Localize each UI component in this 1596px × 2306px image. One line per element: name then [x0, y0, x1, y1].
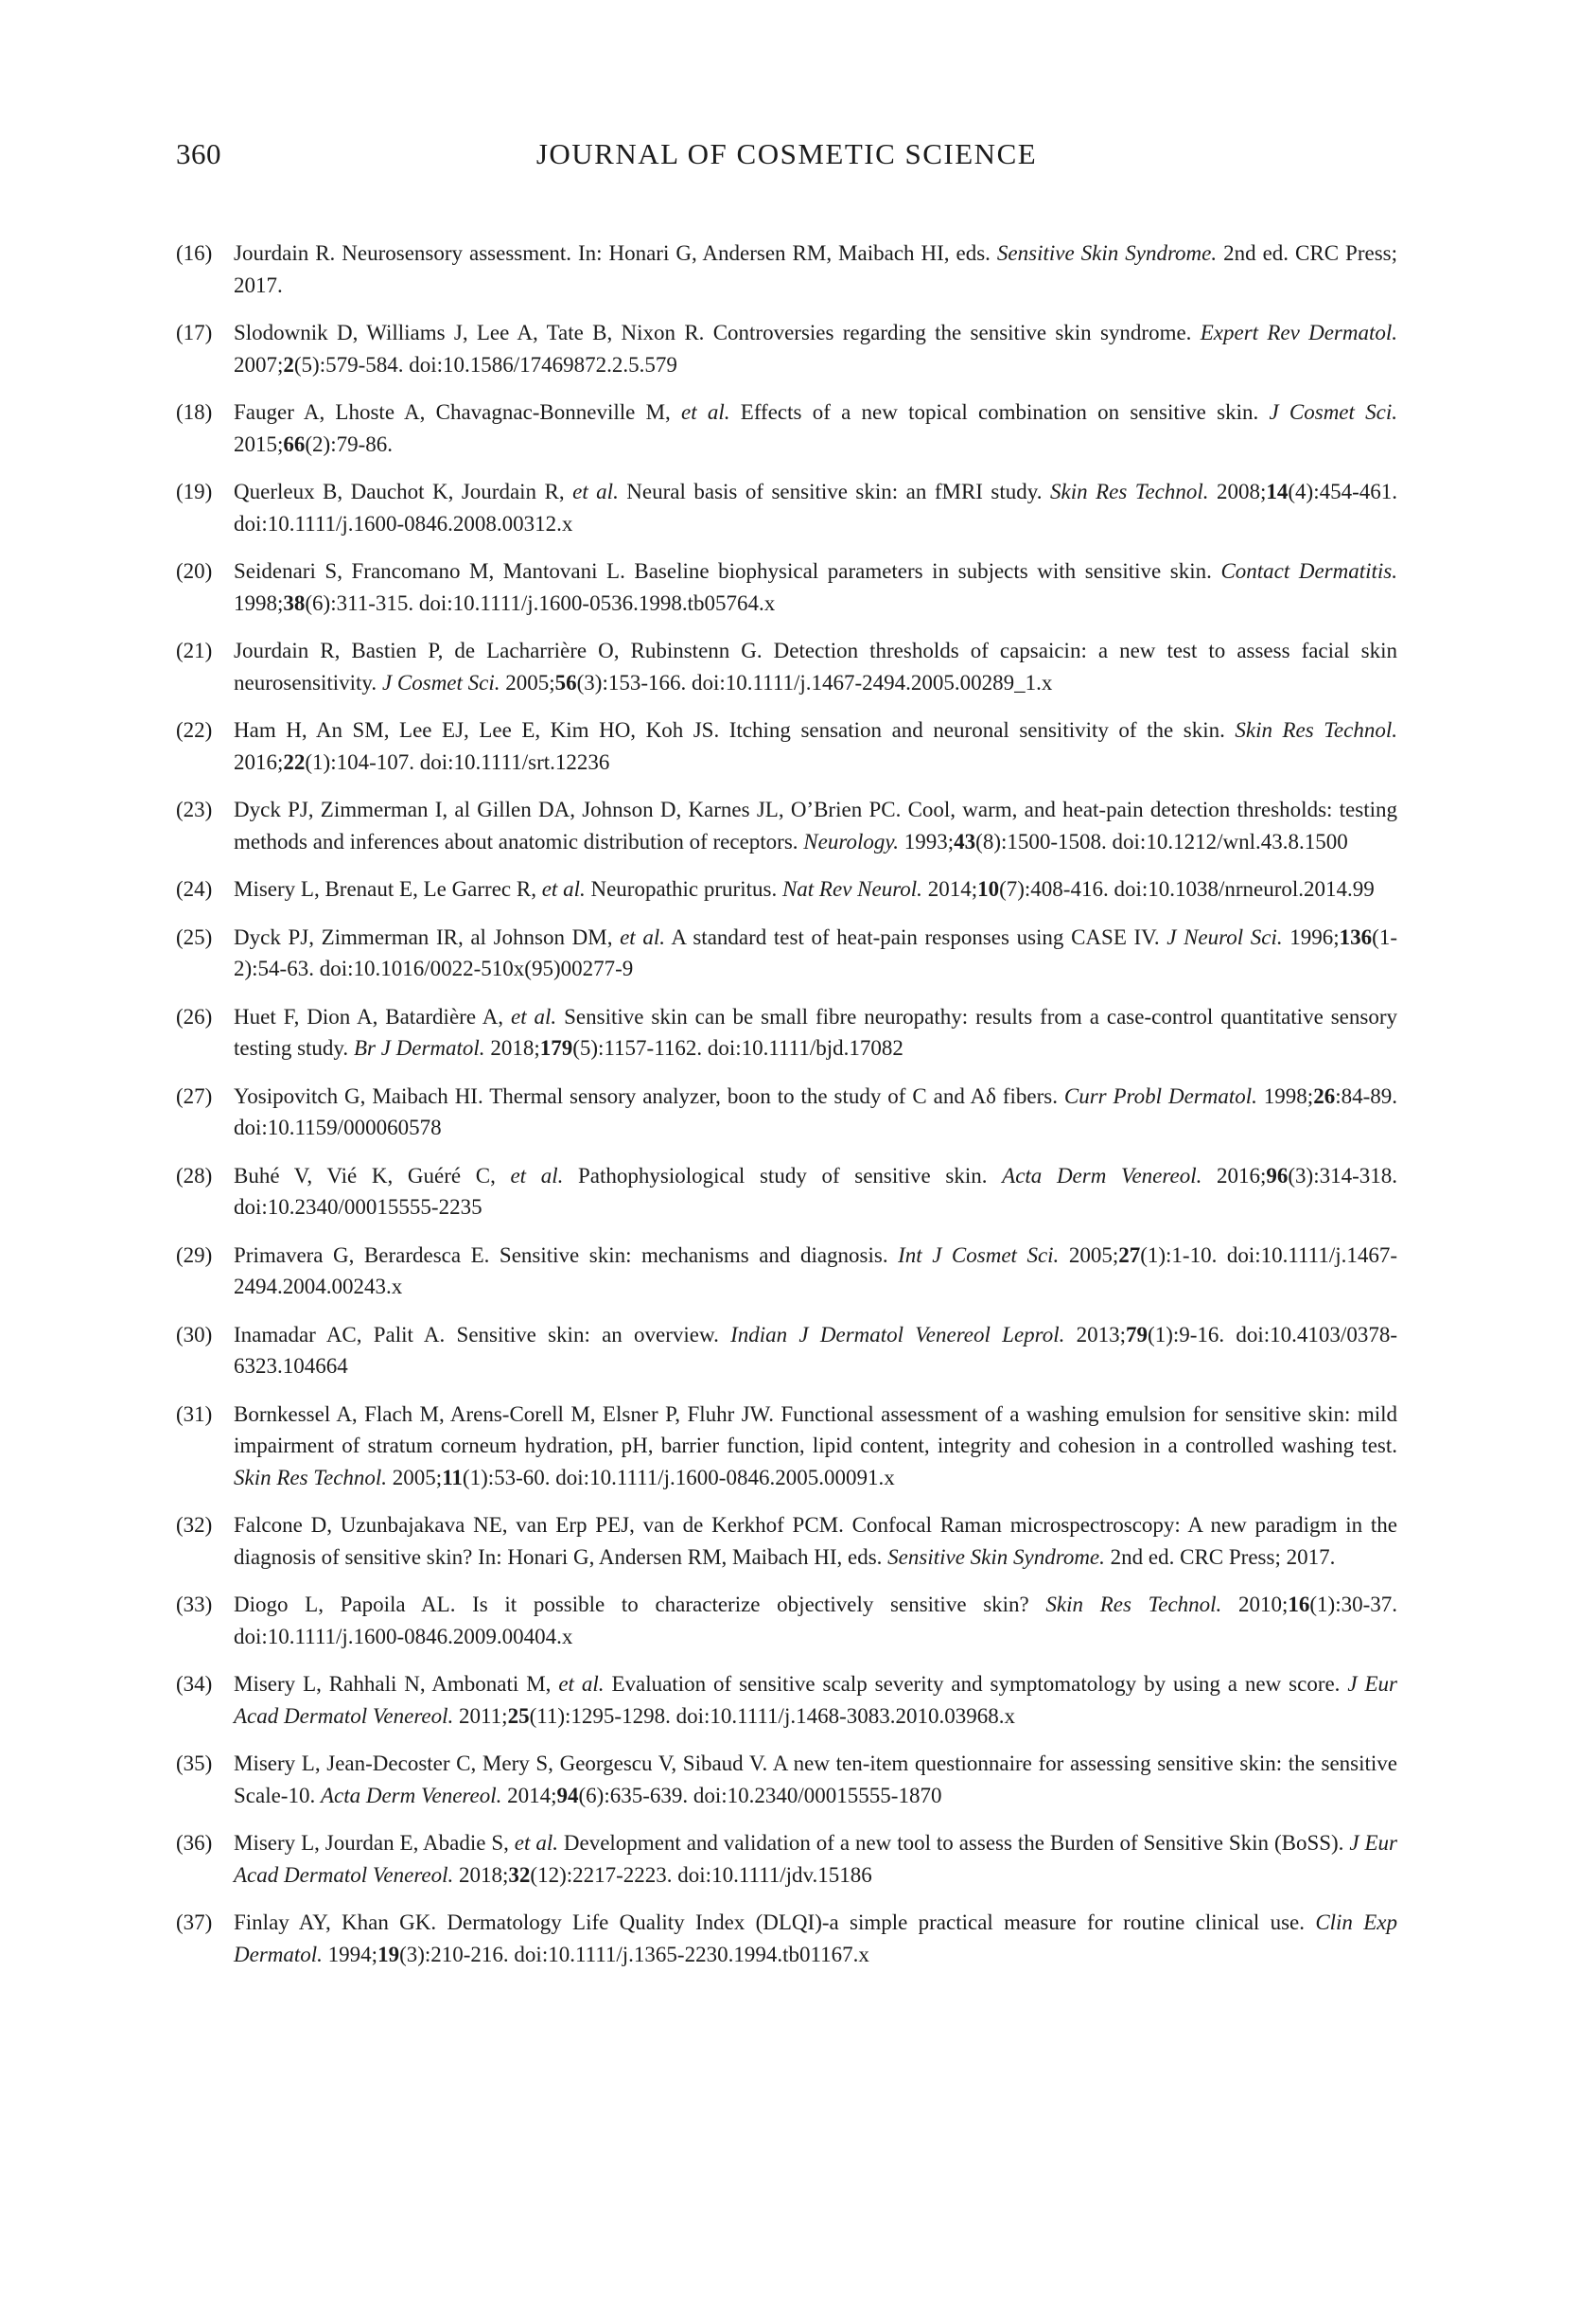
reference-item	[176, 714, 1397, 778]
reference-item	[176, 396, 1397, 460]
reference-item	[176, 1240, 1397, 1303]
reference-text: Yosipovitch G, Maibach HI. Thermal sensory analyzer, boon to the study of C and Aδ fibers. Curr Probl Dermatol. 1998;26:84-89. doi:10.1159/000060578	[234, 1083, 1397, 1139]
reference-number: (32)	[176, 1513, 213, 1537]
reference-text: Fauger A, Lhoste A, Chavagnac-Bonneville M, et al. Effects of a new topical combination on sensitive skin. J Cosmet Sci. 2015;66(2):79-86.	[234, 400, 1397, 456]
reference-item	[176, 1081, 1397, 1144]
reference-number: (29)	[176, 1242, 213, 1267]
reference-item	[176, 317, 1397, 380]
reference-text: Dyck PJ, Zimmerman IR, al Johnson DM, et al. A standard test of heat-pain responses using CASE IV. J Neurol Sci. 1996;136(1-2):54-63. doi:10.1016/0022-510x(95)00277-9	[234, 924, 1397, 980]
reference-item	[176, 1319, 1397, 1382]
reference-number: (17)	[176, 321, 213, 344]
reference-item	[176, 555, 1397, 619]
reference-item	[176, 635, 1397, 698]
reference-number: (25)	[176, 924, 213, 949]
reference-text: Misery L, Brenaut E, Le Garrec R, et al. Neuropathic pruritus. Nat Rev Neurol. 2014;10(7):408-416. doi:10.1038/nrneurol.2014.99	[234, 877, 1375, 901]
reference-number: (19)	[176, 480, 213, 503]
page-number: 360	[176, 137, 221, 170]
page-content	[176, 137, 1397, 1986]
reference-item	[176, 873, 1397, 906]
reference-number: (37)	[176, 1910, 213, 1934]
reference-text: Buhé V, Vié K, Guéré C, et al. Pathophysiological study of sensitive skin. Acta Derm Venereol. 2016;96(3):314-318. doi:10.2340/00015555-2235	[234, 1163, 1398, 1219]
reference-item	[176, 476, 1397, 539]
reference-number: (33)	[176, 1593, 213, 1616]
reference-number: (21)	[176, 639, 213, 662]
reference-text: Dyck PJ, Zimmerman I, al Gillen DA, Johnson D, Karnes JL, O’Brien PC. Cool, warm, and heat-pain detection thresholds: testing methods and inferences about anatomic distribution of receptors. Neurology. 1993;43(8):1500-1508. doi:10.1212/wnl.43.8.1500	[234, 798, 1397, 854]
reference-item	[176, 1160, 1397, 1223]
reference-number: (20)	[176, 559, 213, 583]
reference-text: Bornkessel A, Flach M, Arens-Corell M, Elsner P, Fluhr JW. Functional assessment of a washing emulsion for sensitive skin: mild impairment of stratum corneum hydration, pH, barrier function, lipid content, integrity and cohesion in a controlled washing test. Skin Res Technol. 2005;11(1):53-60. doi:10.1111/j.1600-0846.2005.00091.x	[234, 1401, 1397, 1489]
journal-title: JOURNAL OF COSMETIC SCIENCE	[535, 137, 1038, 170]
reference-number: (31)	[176, 1401, 213, 1426]
reference-number: (34)	[176, 1672, 213, 1696]
reference-number: (26)	[176, 1004, 213, 1029]
reference-number: (28)	[176, 1163, 213, 1188]
reference-item	[176, 922, 1397, 985]
reference-text: Seidenari S, Francomano M, Mantovani L. Baseline biophysical parameters in subjects with sensitive skin. Contact Dermatitis. 1998;38(6):311-315. doi:10.1111/j.1600-0536.1998.tb05764.x	[234, 559, 1397, 615]
reference-item	[176, 1907, 1397, 1970]
page-header	[176, 137, 1397, 175]
reference-text: Slodownik D, Williams J, Lee A, Tate B, Nixon R. Controversies regarding the sensitive skin syndrome. Expert Rev Dermatol. 2007;2(5):579-584. doi:10.1586/17469872.2.5.579	[234, 321, 1397, 377]
reference-text: Misery L, Jean-Decoster C, Mery S, Georgescu V, Sibaud V. A new ten-item questionnaire for assessing sensitive skin: the sensitive Scale-10. Acta Derm Venereol. 2014;94(6):635-639. doi:10.2340/00015555-1870	[234, 1752, 1397, 1807]
reference-text: Falcone D, Uzunbajakava NE, van Erp PEJ, van de Kerkhof PCM. Confocal Raman microspectroscopy: A new paradigm in the diagnosis of sensitive skin? In: Honari G, Andersen RM, Maibach HI, eds. Sensitive Skin Syndrome. 2nd ed. CRC Press; 2017.	[234, 1513, 1397, 1569]
reference-number: (16)	[176, 241, 213, 265]
reference-text: Misery L, Rahhali N, Ambonati M, et al. Evaluation of sensitive scalp severity and symptomatology by using a new score. J Eur Acad Dermatol Venereol. 2011;25(11):1295-1298. doi:10.1111/j.1468-3083.2010.03968.x	[234, 1672, 1398, 1728]
reference-number: (35)	[176, 1752, 213, 1775]
reference-text: Primavera G, Berardesca E. Sensitive skin: mechanisms and diagnosis. Int J Cosmet Sci. 2005;27(1):1-10. doi:10.1111/j.1467-2494.2004.00243.x	[234, 1242, 1398, 1298]
reference-number: (36)	[176, 1831, 213, 1855]
reference-item	[176, 1748, 1397, 1811]
reference-text: Jourdain R, Bastien P, de Lacharrière O, Rubinstenn G. Detection thresholds of capsaicin: a new test to assess facial skin neurosensitivity. J Cosmet Sci. 2005;56(3):153-166. doi:10.1111/j.1467-2494.2005.00289_1.x	[234, 639, 1397, 695]
reference-text: Inamadar AC, Palit A. Sensitive skin: an overview. Indian J Dermatol Venereol Leprol. 2013;79(1):9-16. doi:10.4103/0378-6323.104664	[234, 1322, 1397, 1378]
reference-text: Finlay AY, Khan GK. Dermatology Life Quality Index (DLQI)-a simple practical measure for routine clinical use. Clin Exp Dermatol. 1994;19(3):210-216. doi:10.1111/j.1365-2230.1994.tb01167.x	[234, 1910, 1397, 1966]
reference-item	[176, 1668, 1397, 1732]
reference-item	[176, 1509, 1397, 1573]
reference-number: (30)	[176, 1322, 213, 1347]
reference-text: Huet F, Dion A, Batardière A, et al. Sensitive skin can be small fibre neuropathy: results from a case-control quantitative sensory testing study. Br J Dermatol. 2018;179(5):1157-1162. doi:10.1111/bjd.17082	[234, 1004, 1397, 1060]
reference-item	[176, 1399, 1397, 1494]
reference-item	[176, 238, 1397, 301]
reference-text: Jourdain R. Neurosensory assessment. In: Honari G, Andersen RM, Maibach HI, eds. Sensitive Skin Syndrome. 2nd ed. CRC Press; 2017.	[234, 241, 1397, 297]
reference-text: Misery L, Jourdan E, Abadie S, et al. Development and validation of a new tool to assess the Burden of Sensitive Skin (BoSS). J Eur Acad Dermatol Venereol. 2018;32(12):2217-2223. doi:10.1111/jdv.15186	[234, 1831, 1397, 1887]
reference-text: Diogo L, Papoila AL. Is it possible to characterize objectively sensitive skin? Skin Res Technol. 2010;16(1):30-37. doi:10.1111/j.1600-0846.2009.00404.x	[234, 1593, 1397, 1648]
reference-number: (23)	[176, 798, 213, 821]
reference-item	[176, 794, 1397, 857]
reference-number: (27)	[176, 1083, 213, 1108]
reference-number: (18)	[176, 400, 213, 424]
reference-item	[176, 1589, 1397, 1652]
reference-number: (24)	[176, 877, 213, 901]
reference-item	[176, 1827, 1397, 1891]
references-list	[176, 238, 1397, 1970]
reference-text: Ham H, An SM, Lee EJ, Lee E, Kim HO, Koh JS. Itching sensation and neuronal sensitivity of the skin. Skin Res Technol. 2016;22(1):104-107. doi:10.1111/srt.12236	[234, 718, 1397, 774]
reference-text: Querleux B, Dauchot K, Jourdain R, et al. Neural basis of sensitive skin: an fMRI study. Skin Res Technol. 2008;14(4):454-461. doi:10.1111/j.1600-0846.2008.00312.x	[234, 480, 1397, 536]
reference-number: (22)	[176, 718, 213, 742]
reference-item	[176, 1001, 1397, 1065]
